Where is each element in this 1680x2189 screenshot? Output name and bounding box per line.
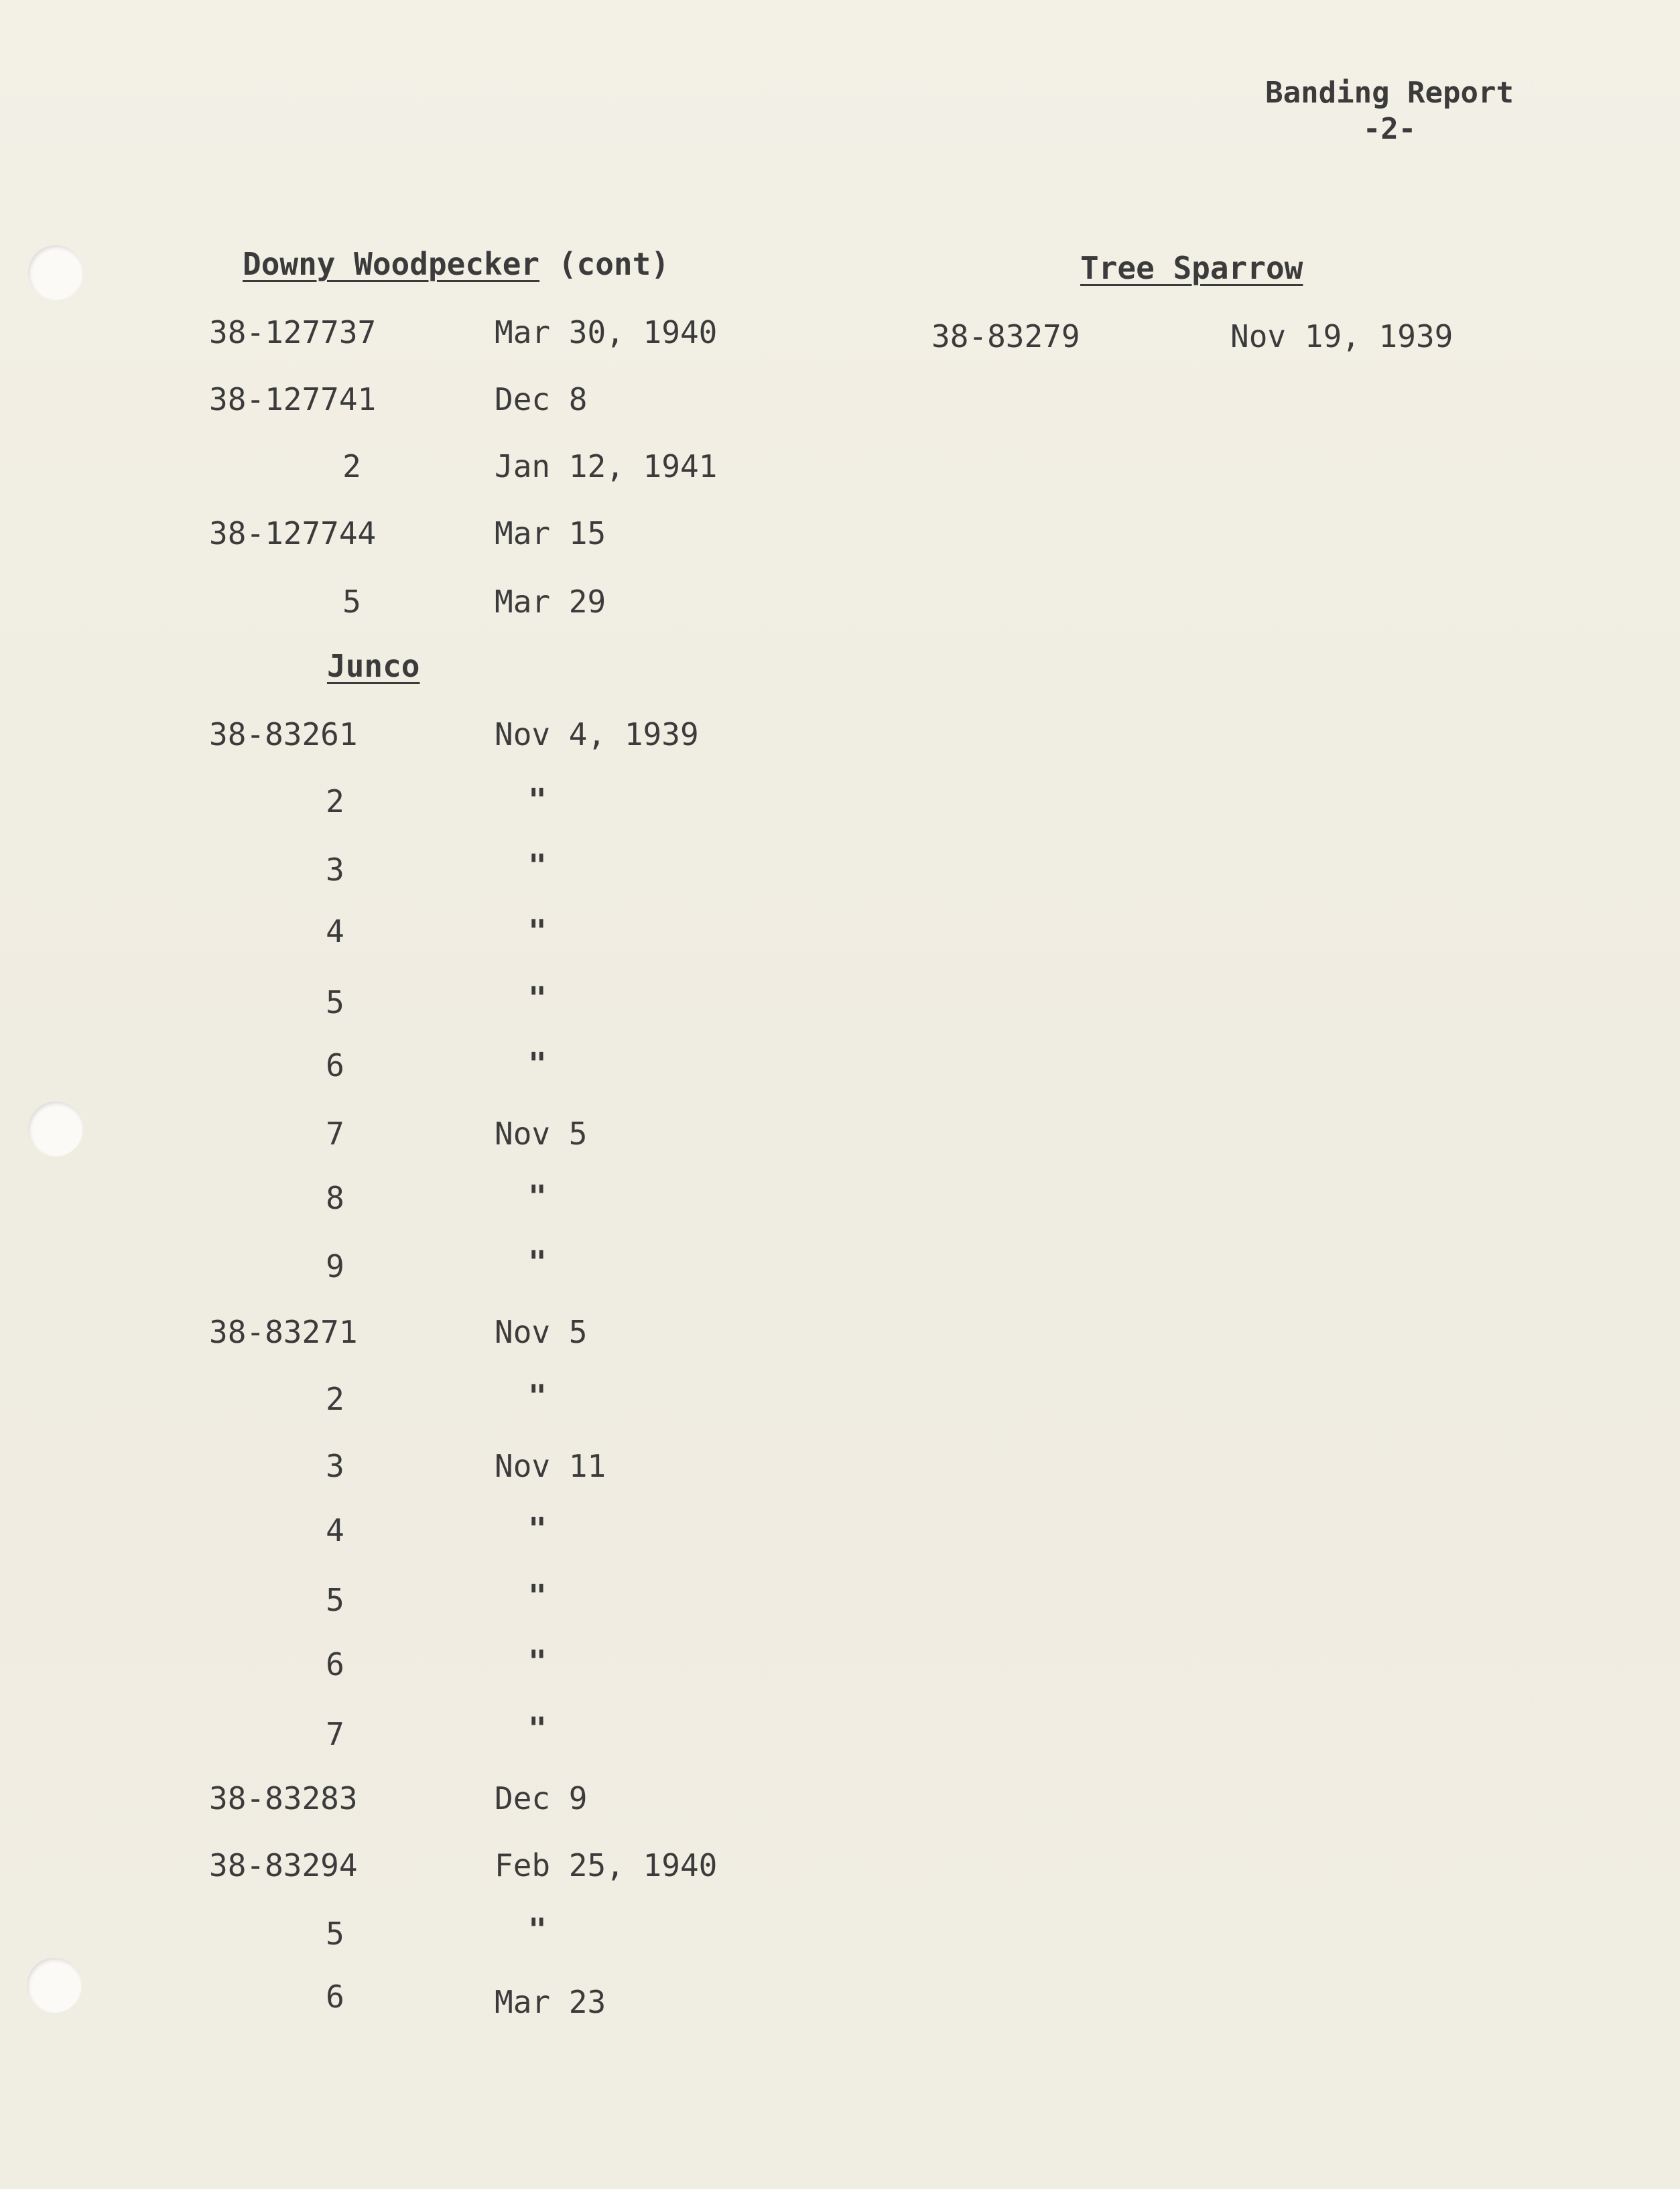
band-number: 38-127741 [209, 381, 377, 417]
band-date: Mar 23 [495, 1984, 606, 2020]
band-date: Mar 30, 1940 [495, 314, 718, 350]
band-date: Nov 4, 1939 [495, 716, 699, 752]
ditto-mark: " [528, 980, 547, 1016]
ditto-mark: " [528, 1912, 547, 1948]
band-number: 2 [342, 448, 361, 484]
ditto-mark: " [528, 1711, 547, 1747]
band-number: 5 [342, 584, 361, 620]
punch-hole-middle [28, 1102, 83, 1156]
ditto-mark: " [528, 1578, 547, 1614]
band-date: Nov 5 [495, 1314, 588, 1350]
band-number: 5 [326, 1582, 344, 1618]
ditto-mark: " [528, 782, 547, 818]
band-number: 38-83271 [209, 1314, 358, 1350]
ditto-mark: " [528, 1046, 547, 1082]
band-number: 2 [326, 1381, 344, 1417]
band-number: 38-127737 [209, 314, 377, 350]
band-number: 3 [326, 1448, 344, 1484]
band-number: 5 [326, 1916, 344, 1952]
band-date: Dec 8 [495, 381, 588, 417]
downy-woodpecker-heading: Downy Woodpecker [243, 246, 540, 282]
page-number: -2- [1362, 112, 1417, 146]
report-title: Banding Report [1265, 76, 1514, 110]
band-date: Mar 15 [495, 515, 606, 551]
band-date: Nov 11 [495, 1448, 606, 1484]
ditto-mark: " [528, 1244, 547, 1280]
band-number: 4 [326, 1512, 344, 1548]
band-date: Nov 19, 1939 [1230, 318, 1453, 354]
report-header [1265, 75, 1514, 147]
band-date: Mar 29 [495, 584, 606, 620]
punch-hole-top [28, 245, 83, 300]
tree-sparrow-heading: Tree Sparrow [1080, 250, 1303, 286]
band-number: 9 [326, 1248, 344, 1284]
band-number: 38-83294 [209, 1847, 358, 1883]
band-date: Jan 12, 1941 [495, 448, 718, 484]
band-date: Feb 25, 1940 [495, 1847, 718, 1883]
band-number: 3 [326, 852, 344, 888]
band-number: 38-83261 [209, 716, 358, 752]
band-date: Dec 9 [495, 1780, 588, 1816]
band-number: 6 [326, 1047, 344, 1083]
ditto-mark: " [528, 848, 547, 884]
punch-hole-bottom [27, 1958, 82, 2013]
band-date: Nov 5 [495, 1116, 588, 1152]
ditto-mark: " [528, 1378, 547, 1414]
ditto-mark: " [528, 913, 547, 949]
band-number: 2 [326, 783, 344, 819]
ditto-mark: " [528, 1511, 547, 1547]
downy-woodpecker-cont: (cont) [558, 246, 669, 282]
band-number: 38-127744 [209, 515, 377, 551]
ditto-mark: " [528, 1179, 547, 1215]
band-number: 7 [326, 1116, 344, 1152]
band-number: 6 [326, 1646, 344, 1682]
ditto-mark: " [528, 1644, 547, 1680]
junco-heading: Junco [327, 648, 420, 684]
band-number: 6 [326, 1979, 344, 2015]
downy-woodpecker-heading-line [243, 245, 669, 283]
band-number: 8 [326, 1180, 344, 1216]
band-number: 7 [326, 1716, 344, 1752]
band-number: 4 [326, 913, 344, 949]
band-number: 38-83279 [931, 318, 1080, 354]
band-number: 5 [326, 984, 344, 1020]
band-number: 38-83283 [209, 1780, 358, 1816]
